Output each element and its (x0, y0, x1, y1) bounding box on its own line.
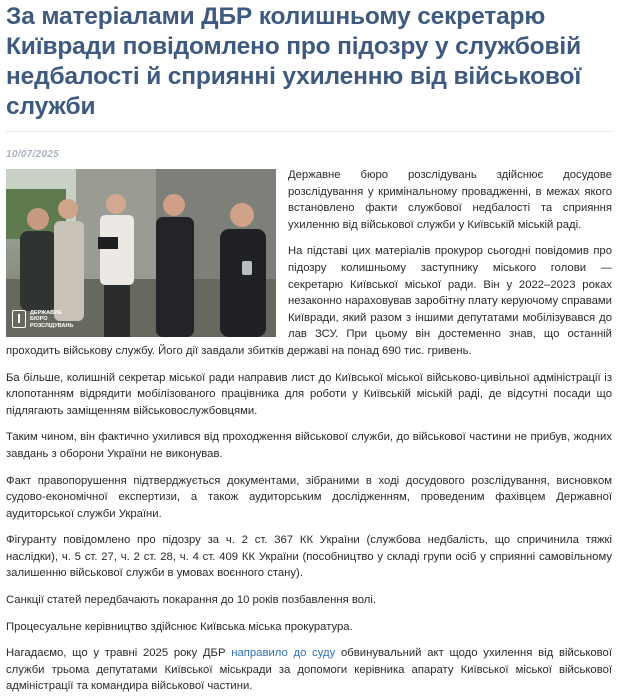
paragraph-1: Державне бюро розслідувань здійснює досудове розслідування у кримінальному провадженні, в межах якого встановлено факти службової недбалості та сприяння ухиленню від військової служби у Київській міській раді. (288, 169, 612, 231)
paragraph-4: Таким чином, він фактично ухилився від проходження військової служби, до військової частини не прибув, жодних завдань з оборони України не виконував. (6, 431, 612, 460)
paragraph-6: Фігуранту повідомлено про підозру за ч. 2 ст. 367 КК України (службова недбалість, що спричинила тяжкі наслідки), ч. 5 ст. 27, ч. 2 ст. 28, ч. 4 ст. 409 КК України (пособництво у складі групи осіб у сприянні самовільному залишенню військової служби в умовах воєнного стану). (6, 534, 612, 580)
dbr-logo-text: ДЕРЖАВНЕ БЮРО РОЗСЛІДУВАНЬ (30, 309, 74, 329)
dbr-logo (12, 310, 78, 330)
article-title: За матеріалами ДБР колишньому секретарю Київради повідомлено про підозру у службовій недбалості й сприянні ухиленню від військової служби (6, 3, 582, 120)
paragraph-9-start: Нагадаємо, що у травні 2025 року ДБР (6, 647, 232, 660)
paragraph-9-end: обвинувальний акт щодо ухилення від військової служби трьома депутатами Київської міськради за допомоги керівника апарату Київської міської військової адміністрації та командира військової частини. (6, 647, 612, 693)
paragraph-7: Санкції статей передбачають покарання до 10 років позбавлення волі. (6, 594, 377, 607)
title-divider (6, 131, 612, 132)
trident-icon (12, 310, 26, 328)
court-referral-link[interactable]: направило до суду (231, 647, 336, 660)
article-photo (6, 169, 276, 337)
paragraph-3: Ба більше, колишній секретар міської ради направив лист до Київської міської військово-цивільної адміністрації із клопотанням відрядити мобілізованого працівника для роботи у Київській міській раді, де відсутні посади що підлягають заміщенням військовослужбовцями. (6, 371, 612, 417)
article-body (4, 167, 620, 695)
article-date: 10/07/2025 (6, 149, 60, 160)
paragraph-9 (6, 645, 612, 695)
paragraph-2: На підставі цих матеріалів прокурор сьогодні повідомив про підозру колишньому заступнику міського голови — секретарю Київської міської ради. Він у 2022–2023 роках незаконно нараховував заробітну плату керуючому справами Київради, який разом з іншими депутатами мобілізувався до лав ЗСУ. При цьому він достеменно знав, що останній проходить військову службу. Його дії завдали збитків державі на понад 690 тис. гривень. (6, 245, 612, 357)
article-page (0, 2, 620, 698)
paragraph-8: Процесуальне керівництво здійснює Київська міська прокуратура. (6, 620, 353, 633)
paragraph-5: Факт правопорушення підтверджується документами, зібраними в ході досудового розслідування, висновком судово-економічної експертизи, а також аудиторським дослідженням, проведеним фахівцем Державної аудиторської служби України. (6, 474, 612, 520)
